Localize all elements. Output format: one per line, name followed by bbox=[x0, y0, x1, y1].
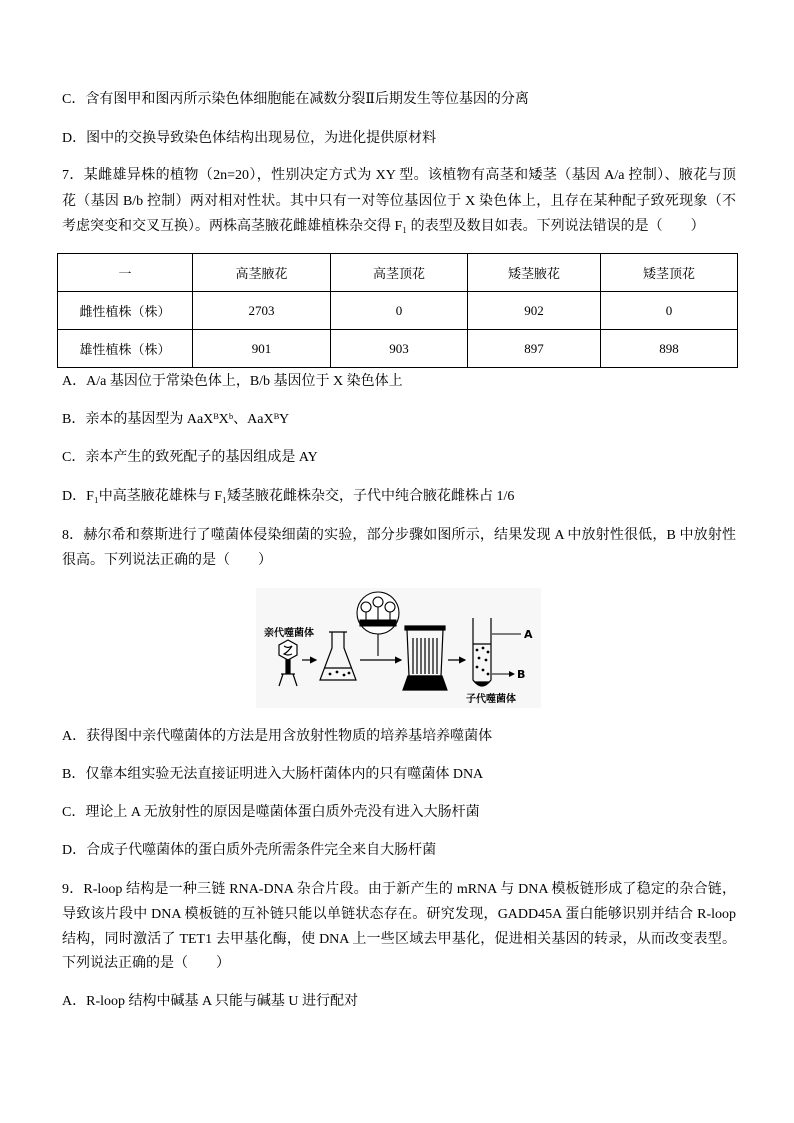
table-header-cell: 矮茎顶花 bbox=[601, 254, 738, 292]
table-cell: 903 bbox=[331, 330, 468, 368]
q9-stem-line: 9．R-loop 结构是一种三链 RNA-DNA 杂合片段。由于新产生的 mRNA 与 DNA 模板链形成了稳定的杂合链， bbox=[62, 882, 736, 897]
table-header-row bbox=[58, 254, 738, 292]
table-cell: 898 bbox=[601, 330, 738, 368]
table-header-cell: 高茎腋花 bbox=[193, 254, 331, 292]
table-cell: 897 bbox=[468, 330, 601, 368]
table-row bbox=[58, 330, 738, 368]
table-header-cell: 一 bbox=[58, 254, 193, 292]
table-row-label: 雄性植株（株） bbox=[58, 330, 193, 368]
q6-option-c: C．含有图甲和图丙所示染色体细胞能在减数分裂Ⅱ后期发生等位基因的分离 bbox=[62, 92, 529, 107]
q8-option-d: D．合成子代噬菌体的蛋白质外壳所需条件完全来自大肠杆菌 bbox=[62, 843, 437, 858]
q9-stem-line: 下列说法正确的是（ ） bbox=[62, 956, 230, 971]
q8-option-a: A．获得图中亲代噬菌体的方法是用含放射性物质的培养基培养噬菌体 bbox=[62, 729, 493, 744]
table-cell: 0 bbox=[601, 292, 738, 330]
label-b: B bbox=[517, 668, 526, 681]
q7-option-c: C．亲本产生的致死配子的基因组成是 AY bbox=[62, 450, 318, 465]
table-row-label: 雌性植株（株） bbox=[58, 292, 193, 330]
table-header-cell: 矮茎腋花 bbox=[468, 254, 601, 292]
table-cell: 902 bbox=[468, 292, 601, 330]
q7-option-a: A．A/a 基因位于常染色体上，B/b 基因位于 X 染色体上 bbox=[62, 374, 403, 389]
table-cell: 2703 bbox=[193, 292, 331, 330]
q6-option-d: D．图中的交换导致染色体结构出现易位，为进化提供原材料 bbox=[62, 131, 437, 146]
parent-phage-label: 亲代噬菌体 bbox=[264, 628, 314, 639]
q7-phenotype-table bbox=[57, 253, 738, 368]
table-cell: 0 bbox=[331, 292, 468, 330]
q9-stem-line: 导致该片段中 DNA 模板链的互补链只能以单链状态存在。研究发现，GADD45A 蛋白能够识别并结合 R-loop bbox=[62, 907, 736, 922]
q8-stem-line: 很高。下列说法正确的是（ ） bbox=[62, 553, 272, 568]
q7-stem-line: 考虑突变和交叉互换）。两株高茎腋花雌雄植株杂交得 F₁ 的表型及数目如表。下列说法错误的是（ ） bbox=[62, 219, 705, 234]
q8-option-c: C．理论上 A 无放射性的原因是噬菌体蛋白质外壳没有进入大肠杆菌 bbox=[62, 805, 480, 820]
table-row bbox=[58, 292, 738, 330]
q7-stem-line: 花（基因 B/b 控制）两对相对性状。其中只有一对等位基因位于 X 染色体上，且存在某种配子致死现象（不 bbox=[62, 194, 736, 209]
q9-stem-line: 结构，同时激活了 TET1 去甲基化酶，使 DNA 上一些区域去甲基化，促进相关基因的转录，从而改变表型。 bbox=[62, 932, 736, 947]
q8-option-b: B．仅靠本组实验无法直接证明进入大肠杆菌体内的只有噬菌体 DNA bbox=[62, 767, 484, 782]
q7-stem-line: 7．某雌雄异株的植物（2n=20），性别决定方式为 XY 型。该植物有高茎和矮茎（基因 A/a 控制）、腋花与顶 bbox=[62, 168, 736, 183]
q7-option-d: D．F₁中高茎腋花雄株与 F₁矮茎腋花雌株杂交，子代中纯合腋花雌株占 1/6 bbox=[62, 489, 515, 504]
offspring-phage-label: 子代噬菌体 bbox=[466, 694, 516, 705]
q8-stem-line: 8．赫尔希和蔡斯进行了噬菌体侵染细菌的实验，部分步骤如图所示，结果发现 A 中放射性很低，B 中放射性 bbox=[62, 528, 736, 543]
table-header-cell: 高茎顶花 bbox=[331, 254, 468, 292]
q7-option-b: B．亲本的基因型为 AaXᴮXᵇ、AaXᴮY bbox=[62, 412, 290, 427]
label-a: A bbox=[524, 628, 533, 641]
figure-background bbox=[256, 588, 541, 708]
phage-experiment-figure bbox=[256, 588, 541, 708]
q9-option-a: A．R-loop 结构中碱基 A 只能与碱基 U 进行配对 bbox=[62, 994, 358, 1009]
table-cell: 901 bbox=[193, 330, 331, 368]
